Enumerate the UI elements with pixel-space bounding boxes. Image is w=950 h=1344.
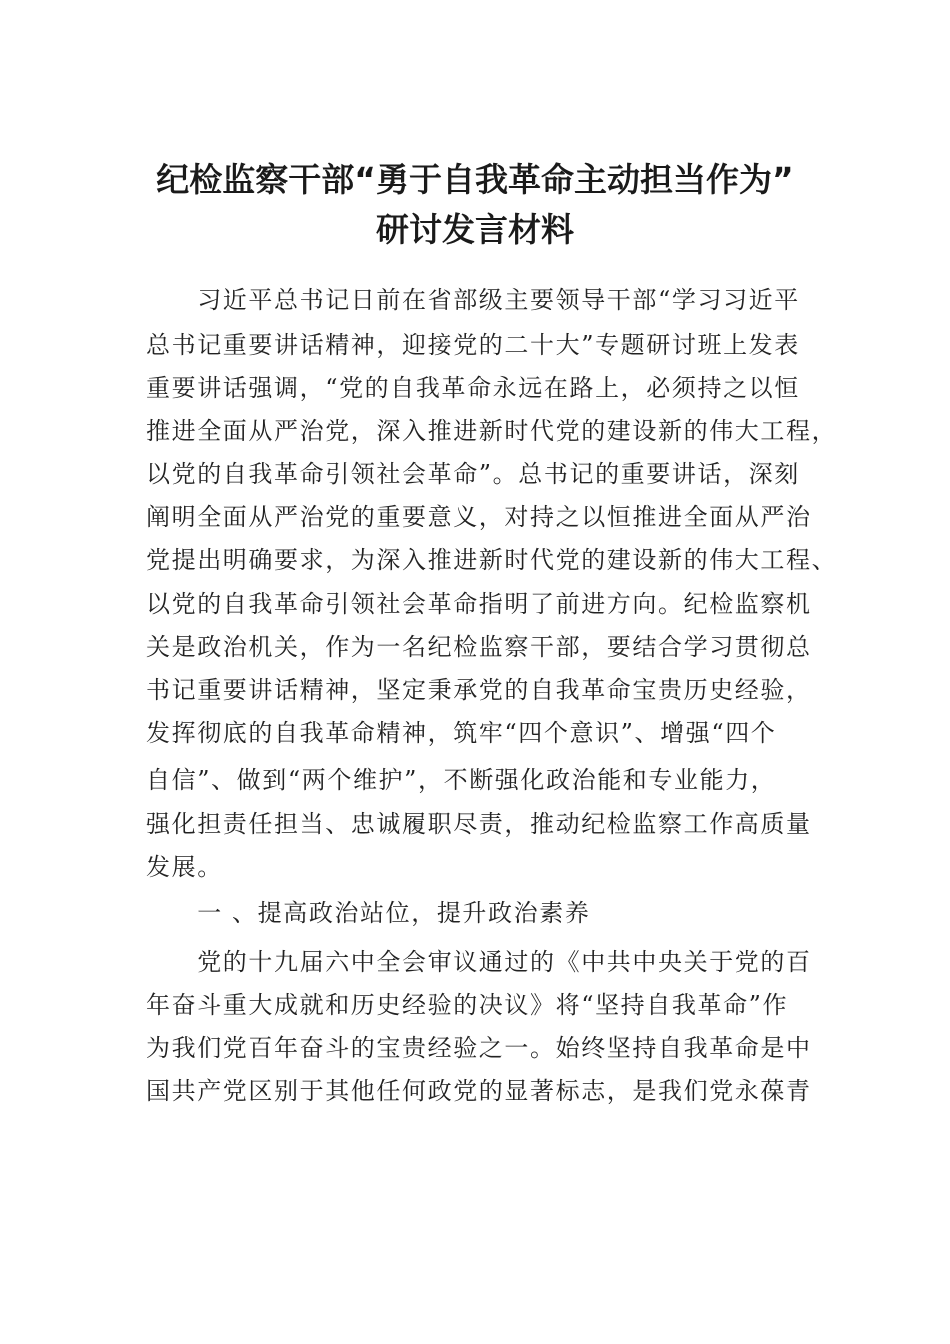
- body-line: 以党的自我革命引领社会革命”。总书记的重要讲话，深刻: [146, 460, 800, 488]
- body-line: 年奋斗重大成就和历史经验的决议》将“坚持自我革命”作: [146, 991, 789, 1019]
- body-line: 发展。: [146, 853, 223, 881]
- body-line: 重要讲话强调，“党的自我革命永远在路上，必须持之以恒: [146, 374, 800, 402]
- document-title-line1: 纪检监察干部“勇于自我革命主动担当作为”: [156, 160, 794, 199]
- body-line: 为我们党百年奋斗的宝贵经验之一。始终坚持自我革命是中: [146, 1034, 812, 1062]
- body-line: 总书记重要讲话精神，迎接党的二十大”专题研讨班上发表: [146, 331, 800, 359]
- body-line: 以党的自我革命引领社会革命指明了前进方向。纪检监察机: [146, 590, 812, 618]
- body-line: 强化担责任担当、忠诚履职尽责，推动纪检监察工作高质量: [146, 810, 812, 838]
- body-line: 关是政治机关，作为一名纪检监察干部，要结合学习贯彻总: [146, 633, 812, 661]
- body-line: 书记重要讲话精神，坚定秉承党的自我革命宝贵历史经验，: [146, 676, 812, 704]
- section-heading: 一 、提高政治站位，提升政治素养: [146, 899, 591, 927]
- body-line: 发挥彻底的自我革命精神，筑牢“四个意识”、增强“四个: [146, 719, 777, 747]
- body-line: 国共产党区别于其他任何政党的显著标志，是我们党永葆青: [146, 1077, 812, 1105]
- body-line: 自信”、做到“两个维护”，不断强化政治能和专业能力，: [146, 766, 777, 794]
- body-line: 党的十九届六中全会审议通过的《中共中央关于党的百: [146, 948, 812, 976]
- body-line: 党提出明确要求，为深入推进新时代党的建设新的伟大工程、: [146, 546, 838, 574]
- document-title-line2: 研讨发言材料: [376, 210, 574, 249]
- body-line: 阐明全面从严治党的重要意义，对持之以恒推进全面从严治: [146, 503, 812, 531]
- body-line: 推进全面从严治党，深入推进新时代党的建设新的伟大工程，: [146, 417, 838, 445]
- body-line: 习近平总书记日前在省部级主要领导干部“学习习近平: [146, 286, 800, 314]
